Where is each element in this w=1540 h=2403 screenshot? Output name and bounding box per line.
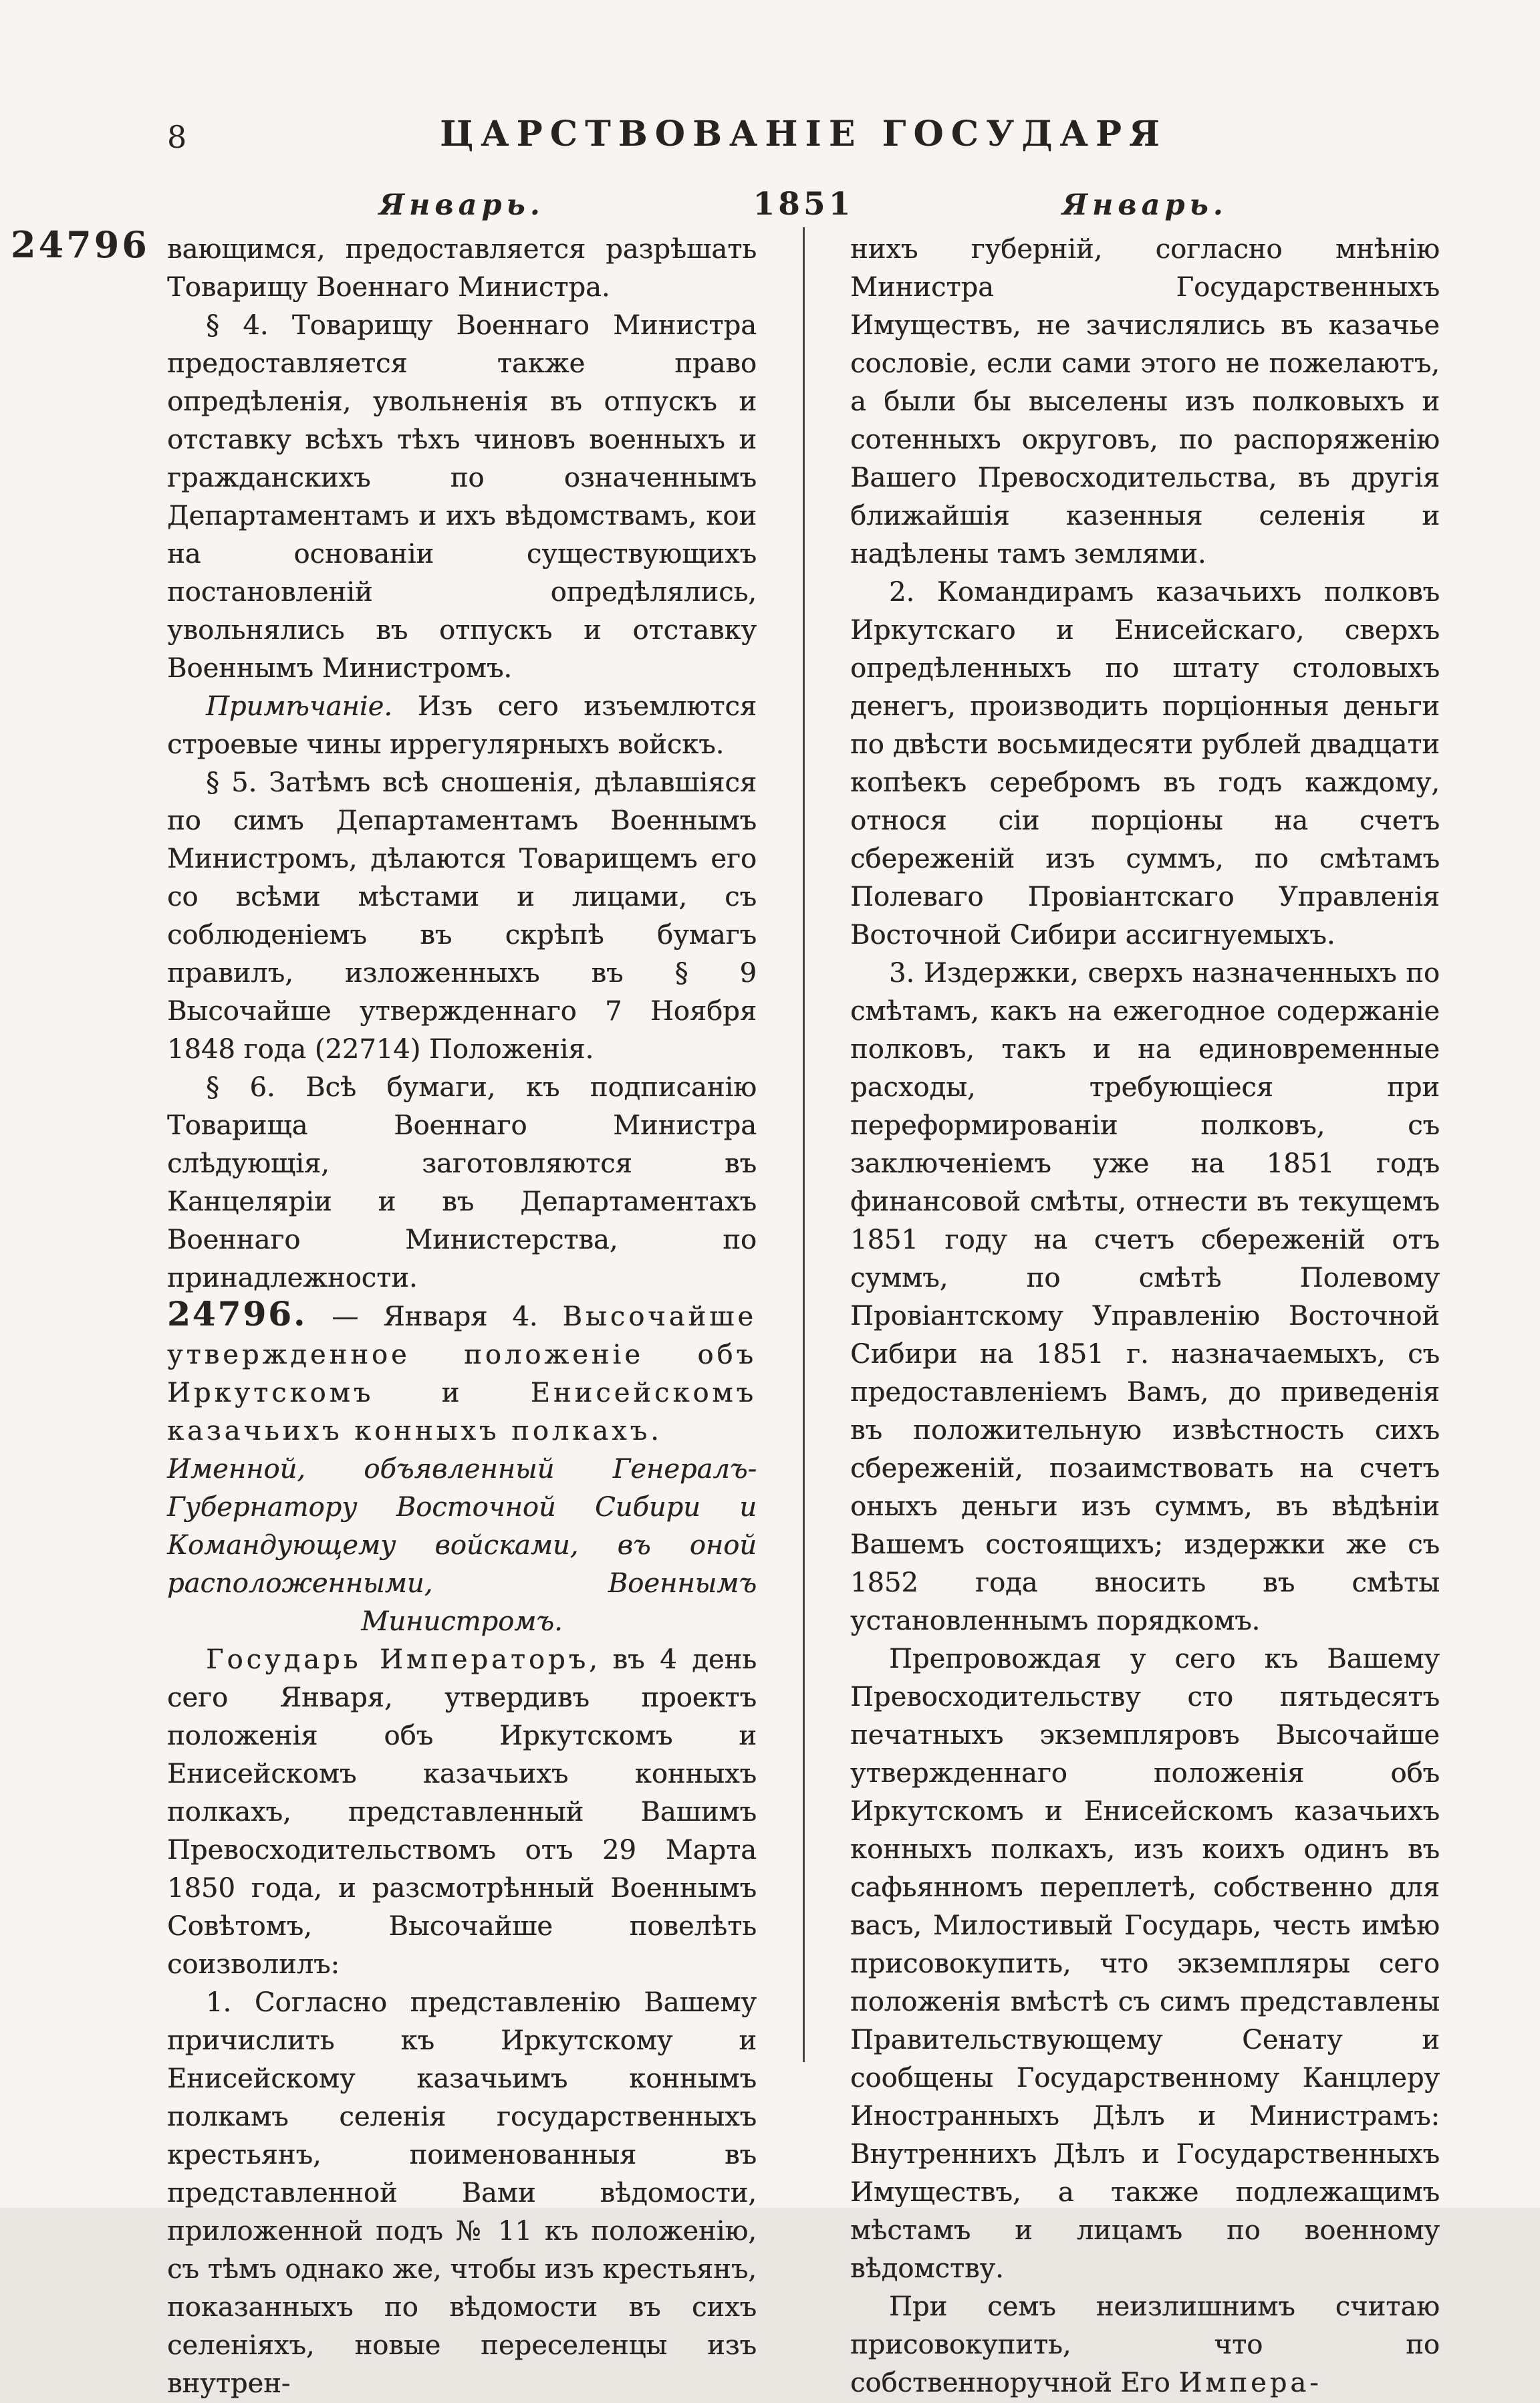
text-segment: Именной, объявленный Генералъ-Губернатору Восточной Сибири и Командующему войсками, въ оной расположенными, Военнымъ Министромъ. <box>167 1454 757 1637</box>
text-segment: Изъ сего изъемлются строевые чины иррегулярныхъ войскъ. <box>167 691 757 760</box>
paragraph <box>167 1984 757 2403</box>
text-segment: Препровождая у сего къ Вашему Превосходительству сто пятьдесятъ печатныхъ экземпляровъ Высочайше утвержденнаго положенія объ Иркутскомъ и Енисейскомъ казачьихъ конныхъ полкахъ, изъ коихъ одинъ въ сафьянномъ переплетѣ, собственно для васъ, Милостивый Государь, честь имѣю присовокупить, что экземпляры сего положенія вмѣстѣ съ симъ представлены Правительствующему Сенату и сообщены Государственному Канцлеру Иностранныхъ Дѣлъ и Министрамъ: Внутреннихъ Дѣлъ и Государственныхъ Имуществъ, а также подлежащимъ мѣстамъ и лицамъ по военному вѣдомству. <box>850 1644 1440 2284</box>
text-columns <box>167 231 1440 2403</box>
paragraph <box>167 1069 757 1297</box>
paragraph <box>850 231 1440 574</box>
text-segment: 2. Командирамъ казачьихъ полковъ Иркутскаго и Енисейскаго, сверхъ опредѣленныхъ по штату столовыхъ денегъ, производить порціонныя деньги по двѣсти восьмидесяти рублей двадцати копѣекъ серебромъ въ годъ каждому, относя сіи порціоны на счетъ сбереженій изъ суммъ, по смѣтамъ Полеваго Провіантскаго Управленія Восточной Сибири ассигнуемыхъ. <box>850 577 1440 951</box>
paragraph <box>850 1640 1440 2288</box>
paragraph <box>167 231 757 307</box>
text-segment: , въ 4 день сего Января, утвердивъ проектъ положенія объ Иркутскомъ и Енисейскомъ казачьихъ конныхъ полкахъ, представленный Вашимъ Превосходительствомъ отъ 29 Марта 1850 года, и разсмотрѣнный Военнымъ Совѣтомъ, Высочайше повелѣть соизволилъ: <box>167 1644 757 1980</box>
text-segment: Импера- <box>1178 2368 1322 2398</box>
paragraph <box>850 2288 1440 2402</box>
text-segment: — Января 4. <box>307 1301 563 1332</box>
text-segment: Примѣчаніе. <box>206 691 392 722</box>
paragraph <box>167 1294 757 1450</box>
text-segment: Высочайше утвержденное положеніе объ Иркутскомъ и Енисейскомъ казачьихъ конныхъ полкахъ. <box>167 1301 757 1446</box>
year-label: 1851 <box>753 186 854 223</box>
paragraph <box>850 955 1440 1640</box>
paragraph <box>167 1641 757 1984</box>
month-label-left: Январь. <box>379 188 545 222</box>
margin-act-number: 24796 <box>11 223 150 266</box>
text-segment: § 5. Затѣмъ всѣ сношенія, дѣлавшіяся по симъ Департаментамъ Военнымъ Министромъ, дѣлаются Товарищемъ его со всѣми мѣстами и лицами, съ соблюденіемъ въ скрѣпѣ бумагъ правилъ, изложенныхъ въ § 9 Высочайше утвержденнаго 7 Ноября 1848 года (22714) Положенія. <box>167 767 757 1065</box>
month-label-right: Январь. <box>1062 188 1228 222</box>
column-right <box>850 231 1440 2403</box>
paragraph <box>850 574 1440 955</box>
text-segment: § 6. Всѣ бумаги, къ подписанію Товарища Военнаго Министра слѣдующія, заготовляются въ Канцеляріи и въ Департаментахъ Военнаго Министерства, по принадлежности. <box>167 1072 757 1293</box>
text-segment: § 4. Товарищу Военнаго Министра предоставляется также право опредѣленія, увольненія въ отпускъ и отставку всѣхъ тѣхъ чиновъ военныхъ и гражданскихъ по означеннымъ Департаментамъ и ихъ вѣдомствамъ, кои на основаніи существующихъ постановленій опредѣлялись, увольнялись въ отпускъ и отставку Военнымъ Министромъ. <box>167 310 757 684</box>
running-head-title: ЦАРСТВОВАНІЕ ГОСУДАРЯ <box>440 114 1167 154</box>
paragraph <box>167 1450 757 1641</box>
act-number-inline: 24796. <box>167 1294 307 1334</box>
text-segment: 3. Издержки, сверхъ назначенныхъ по смѣтамъ, какъ на ежегодное содержаніе полковъ, такъ и на единовременные расходы, требующіеся при переформированіи полковъ, съ заключеніемъ уже на 1851 годъ финансовой смѣты, отнести въ текущемъ 1851 году на счетъ сбереженій отъ суммъ, по смѣтѣ Полевому Провіантскому Управленію Восточной Сибири на 1851 г. назначаемыхъ, съ предоставленіемъ Вамъ, до приведенія въ положительную извѣстность сихъ сбереженій, позаимствовать на счетъ оныхъ деньги изъ суммъ, въ вѣдѣніи Вашемъ состоящихъ; издержки же съ 1852 года вносить въ смѣты установленнымъ порядкомъ. <box>850 958 1440 1636</box>
text-segment: Государь Императоръ <box>206 1644 590 1675</box>
paragraph <box>167 307 757 688</box>
paragraph <box>167 688 757 764</box>
paragraph <box>167 764 757 1069</box>
text-segment: нихъ губерній, согласно мнѣнію Министра Государственныхъ Имуществъ, не зачислялись въ казачье сословіе, если сами этого не пожелаютъ, а были бы выселены изъ полковыхъ и сотенныхъ округовъ, по распоряженію Вашего Превосходительства, въ другія ближайшія казенныя селенія и надѣлены тамъ землями. <box>850 234 1440 570</box>
text-segment: вающимся, предоставляется разрѣшать Товарищу Военнаго Министра. <box>167 234 757 303</box>
column-left <box>167 231 757 2403</box>
text-segment: 1. Согласно представленію Вашему причислить къ Иркутскому и Енисейскому казачьимъ коннымъ полкамъ селенія государственныхъ крестьянъ, поименованныя въ представленной Вами вѣдомости, приложенной подъ № 11 къ положенію, съ тѣмъ однако же, чтобы изъ крестьянъ, показанныхъ по вѣдомости въ сихъ селеніяхъ, новые переселенцы изъ внутрен- <box>167 1987 757 2399</box>
text-segment: При семъ неизлишнимъ считаю присовокупить, что по собственноручной Его <box>850 2291 1440 2398</box>
page-number: 8 <box>167 119 187 155</box>
